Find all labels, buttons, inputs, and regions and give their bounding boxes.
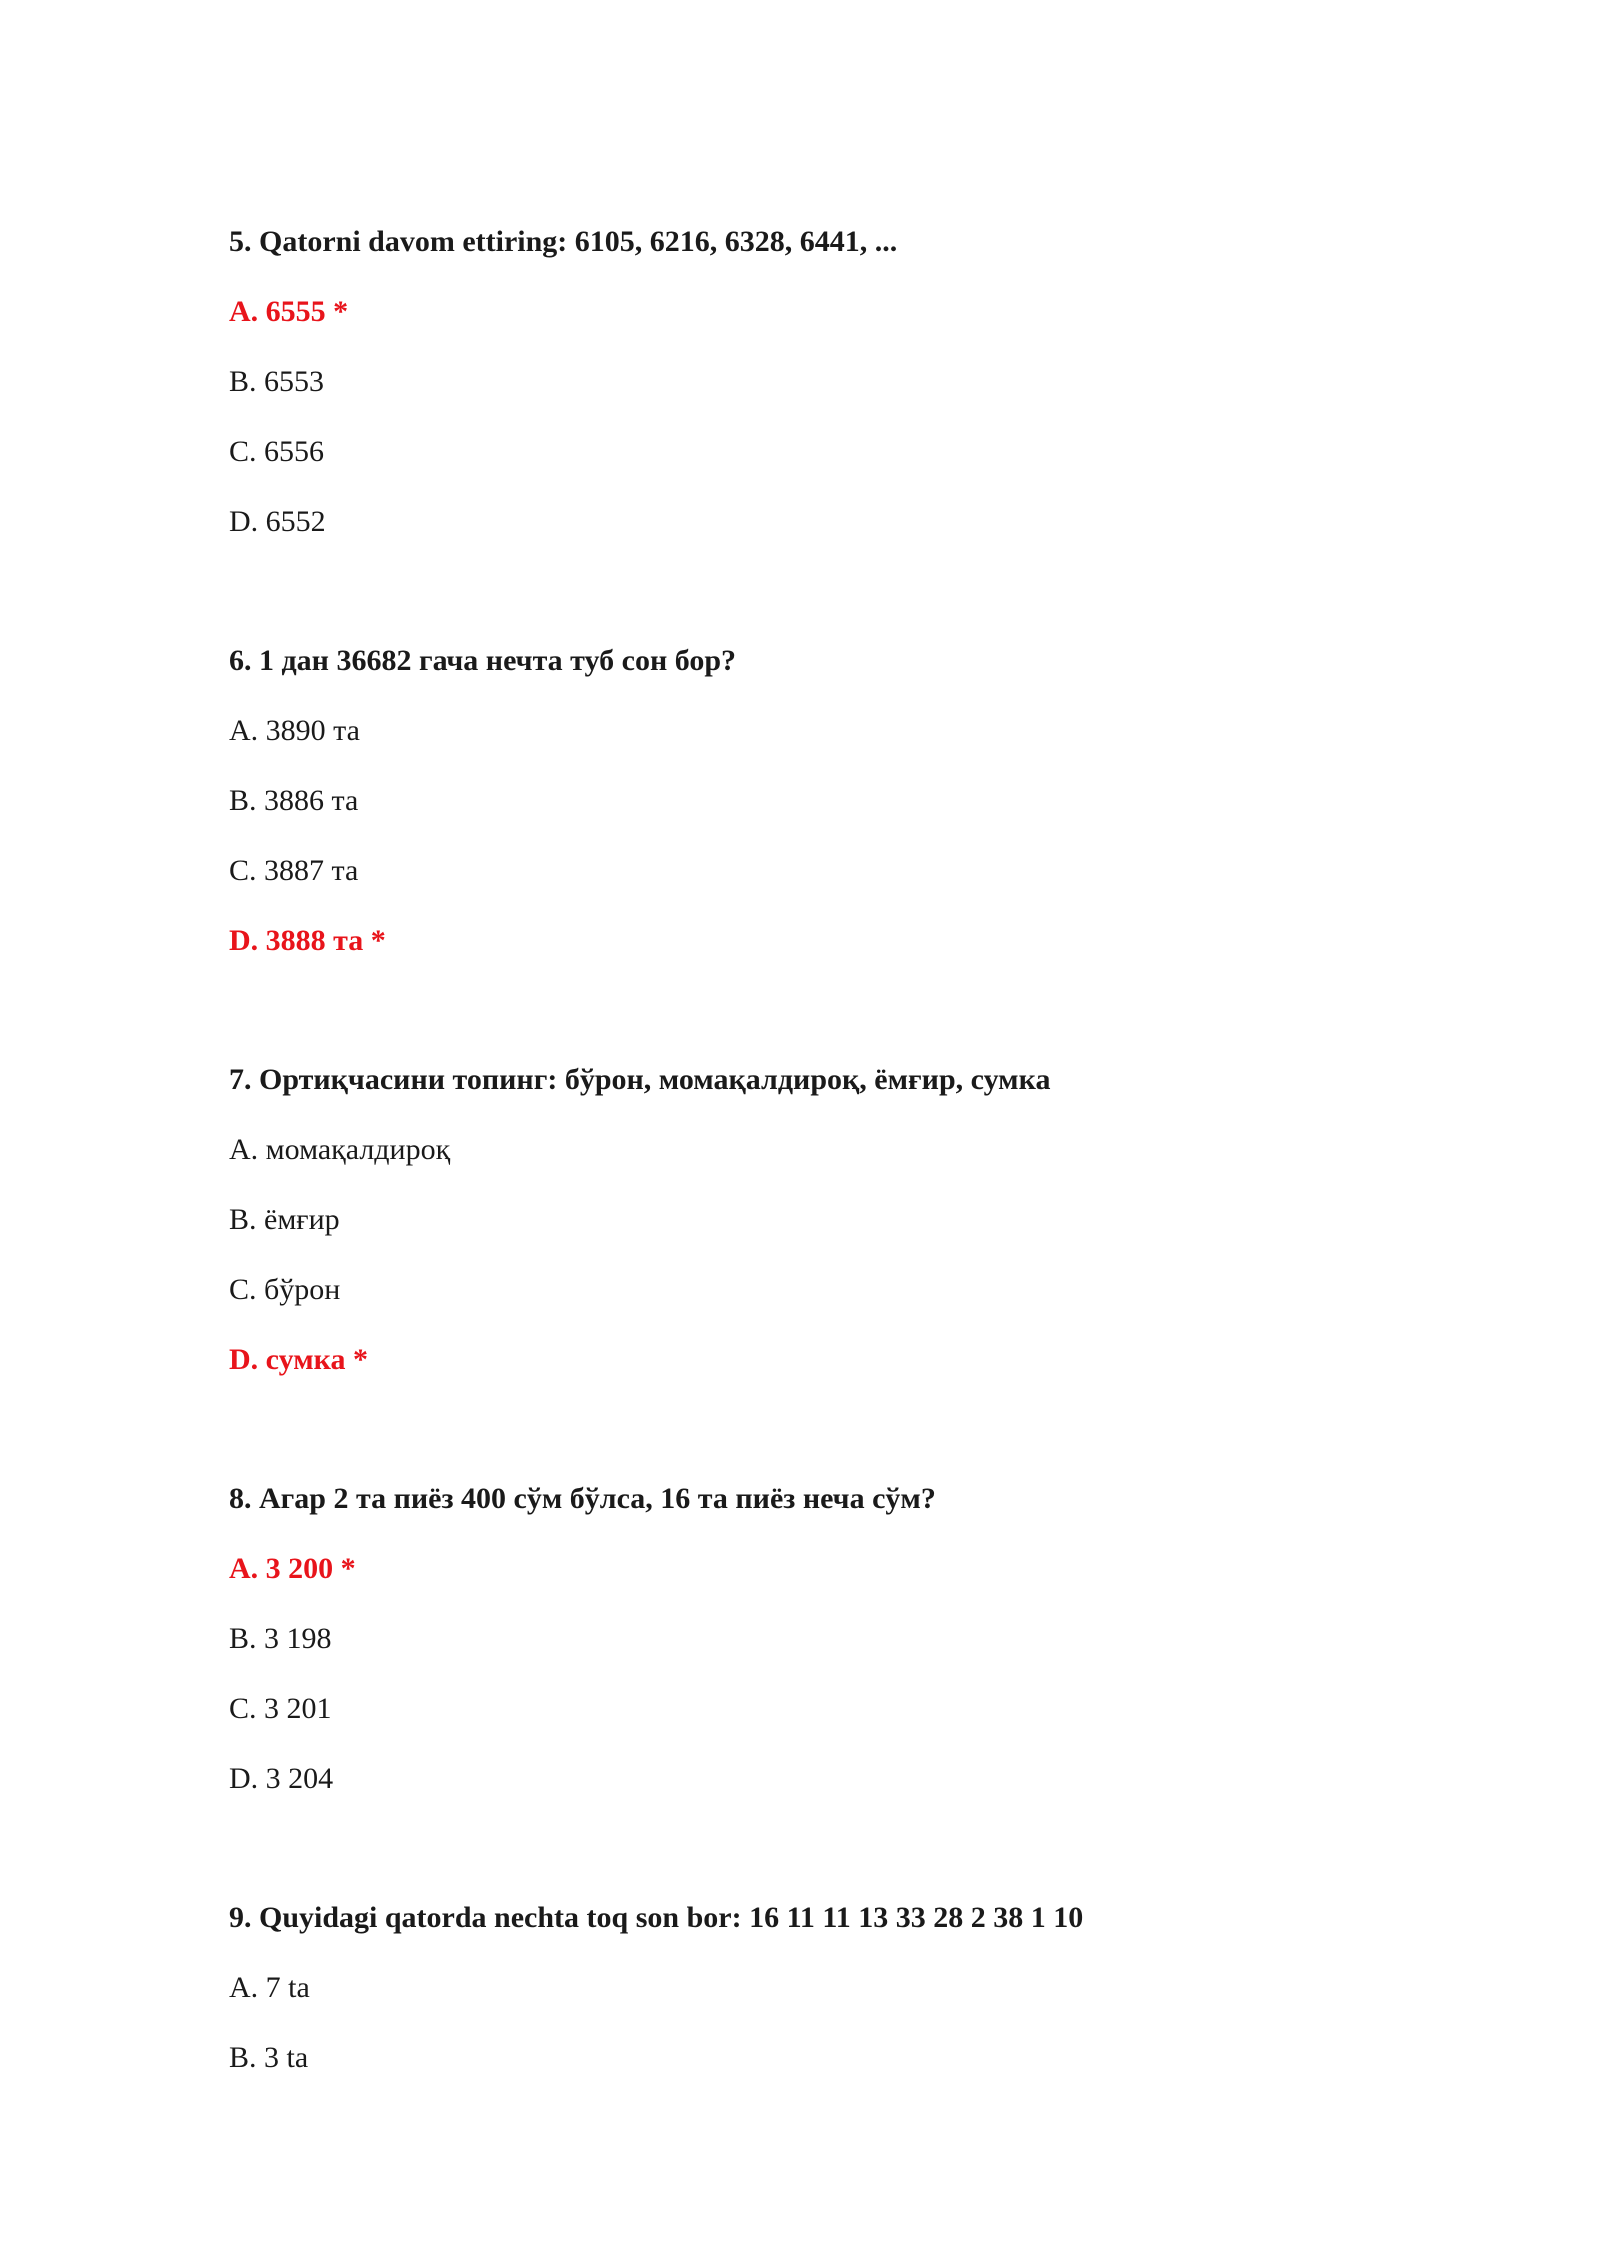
question-7 (229, 1062, 1529, 1378)
option-d: D. 6552 (229, 505, 326, 538)
option-b: B. 3 ta (229, 2041, 309, 2074)
question-text: 6. 1 дан 36682 гача нечта туб сон бор? (229, 644, 737, 677)
question-6 (229, 643, 1529, 959)
option-a-correct: A. 6555 * (229, 295, 349, 328)
question-5 (229, 224, 1529, 540)
question-text: 7. Ортиқчасини топинг: бўрон, момақалдироқ, ёмғир, сумка (229, 1063, 1051, 1096)
option-c: C. 3887 та (229, 854, 359, 887)
option-b: B. ёмғир (229, 1203, 340, 1236)
option-a: A. момақалдироқ (229, 1133, 451, 1166)
option-b: B. 6553 (229, 365, 325, 398)
option-a: A. 7 ta (229, 1971, 310, 2004)
option-d-correct: D. сумка * (229, 1343, 368, 1376)
option-a-correct: A. 3 200 * (229, 1552, 356, 1585)
option-c: C. 6556 (229, 435, 325, 468)
question-9 (229, 1900, 1529, 2076)
option-d-correct: D. 3888 та * (229, 924, 386, 957)
question-text: 5. Qatorni davom ettiring: 6105, 6216, 6328, 6441, ... (229, 225, 898, 258)
option-c: C. 3 201 (229, 1692, 332, 1725)
question-text: 9. Quyidagi qatorda nechta toq son bor: 16 11 11 13 33 28 2 38 1 10 (229, 1901, 1084, 1934)
option-a: A. 3890 та (229, 714, 360, 747)
question-text: 8. Агар 2 та пиёз 400 сўм бўлса, 16 та пиёз неча сўм? (229, 1482, 936, 1515)
option-b: B. 3886 та (229, 784, 359, 817)
option-b: B. 3 198 (229, 1622, 332, 1655)
option-c: C. бўрон (229, 1273, 341, 1306)
option-d: D. 3 204 (229, 1762, 334, 1795)
question-8 (229, 1481, 1529, 1797)
